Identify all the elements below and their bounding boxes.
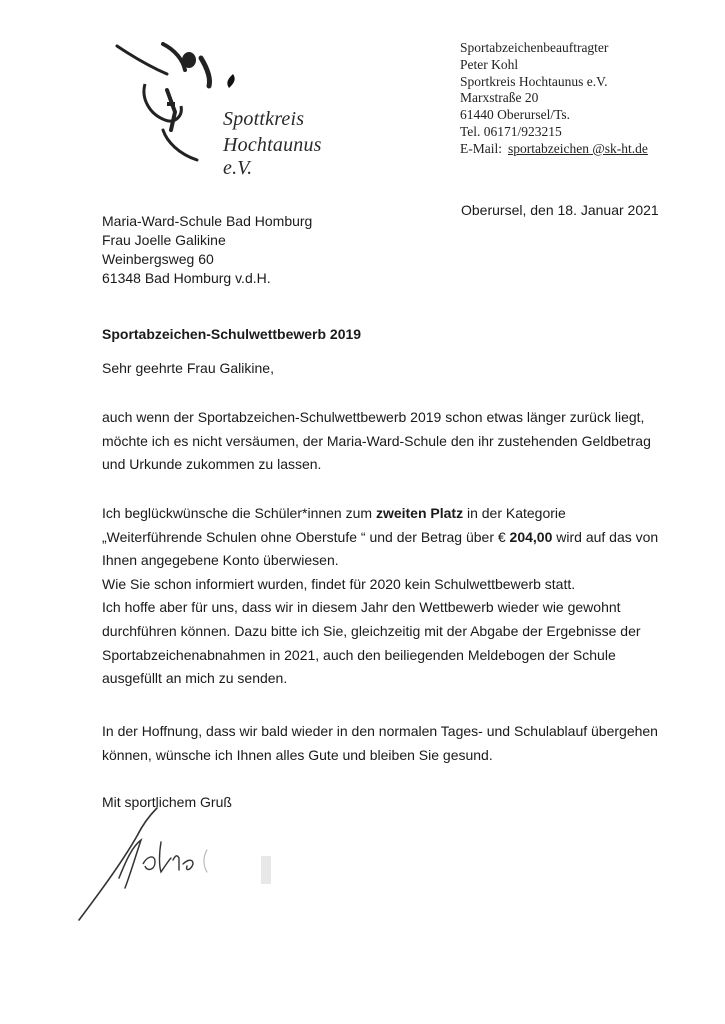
paragraph-line bbox=[102, 526, 658, 550]
amount-highlight: 204,00 bbox=[509, 528, 553, 545]
sender-role: Sportabzeichenbeauftragter bbox=[460, 40, 609, 55]
sender-city: 61440 Oberursel/Ts. bbox=[460, 107, 571, 123]
letter-subject: Sportabzeichen-Schulwettbewerb 2019 bbox=[102, 326, 362, 342]
logo-line-2: Hochtaunus e.V. bbox=[223, 134, 322, 179]
sender-email-label: E-Mail: bbox=[460, 140, 502, 156]
text-span: Ich beglückwünsche die Schüler*innen zum bbox=[102, 505, 376, 521]
text-span: in der Kategorie bbox=[463, 505, 566, 521]
recipient-school: Maria-Ward-Schule Bad Homburg bbox=[102, 213, 313, 229]
closing-greeting: Mit sportlichem Gruß bbox=[102, 794, 232, 810]
sender-street: Marxstraße 20 bbox=[460, 90, 539, 106]
paragraph-line: In der Hoffnung, dass wir bald wieder in den normalen Tages- und Schulablauf übergehen bbox=[102, 723, 658, 739]
paragraph-line: ausgefüllt an mich zu senden. bbox=[102, 670, 288, 687]
recipient-city: 61348 Bad Homburg v.d.H. bbox=[102, 270, 271, 286]
sender-email-row bbox=[460, 141, 648, 158]
paragraph-3 bbox=[102, 720, 658, 767]
paragraph-line bbox=[102, 502, 658, 526]
sender-block bbox=[460, 40, 648, 158]
handwritten-signature bbox=[75, 806, 295, 926]
paragraph-line: Ich hoffe aber für uns, dass wir in diesem Jahr den Wettbewerb wieder wie gewohnt bbox=[102, 599, 621, 616]
logo-line-1: Spottkreis bbox=[223, 108, 305, 130]
paragraph-line: auch wenn der Sportabzeichen-Schulwettbewerb 2019 schon etwas länger zurück liegt, bbox=[102, 409, 645, 425]
sender-phone: Tel. 06171/923215 bbox=[460, 123, 562, 139]
paragraph-line: Wie Sie schon informiert wurden, findet für 2020 kein Schulwettbewerb statt. bbox=[102, 575, 576, 592]
sportkreis-logo bbox=[105, 38, 345, 179]
signature-icon bbox=[75, 806, 295, 926]
paragraph-line: und Urkunde zukommen zu lassen. bbox=[102, 456, 322, 473]
letter-date: Oberursel, den 18. Januar 2021 bbox=[461, 202, 659, 218]
paragraph-line: möchte ich es nicht versäumen, der Maria-Ward-Schule den ihr zustehenden Geldbetrag bbox=[102, 432, 651, 449]
paragraph-line: durchführen können. Dazu bitte ich Sie, gleichzeitig mit der Abgabe der Ergebnisse der bbox=[102, 622, 641, 639]
sender-email-link[interactable]: sportabzeichen @sk-ht.de bbox=[508, 140, 648, 156]
paragraph-1 bbox=[102, 406, 651, 477]
paragraph-line: können, wünsche ich Ihnen alles Gute und bleiben Sie gesund. bbox=[102, 746, 493, 763]
recipient-name: Frau Joelle Galikine bbox=[102, 232, 226, 248]
paragraph-line: Ihnen angegebene Konto überwiesen. bbox=[102, 552, 339, 569]
sender-name: Peter Kohl bbox=[460, 56, 519, 72]
text-span: wird auf das von bbox=[552, 528, 659, 545]
recipient-address bbox=[102, 212, 312, 288]
paragraph-2 bbox=[102, 502, 658, 691]
sender-org: Sportkreis Hochtaunus e.V. bbox=[460, 73, 608, 89]
recipient-street: Weinbergsweg 60 bbox=[102, 251, 214, 267]
placement-highlight: zweiten Platz bbox=[375, 505, 464, 521]
salutation: Sehr geehrte Frau Galikine, bbox=[102, 360, 274, 376]
paragraph-line: Sportabzeichenabnahmen in 2021, auch den beiliegenden Meldebogen der Schule bbox=[102, 646, 616, 663]
text-span: „Weiterführende Schulen ohne Oberstufe “ und der Betrag über € bbox=[102, 528, 510, 545]
